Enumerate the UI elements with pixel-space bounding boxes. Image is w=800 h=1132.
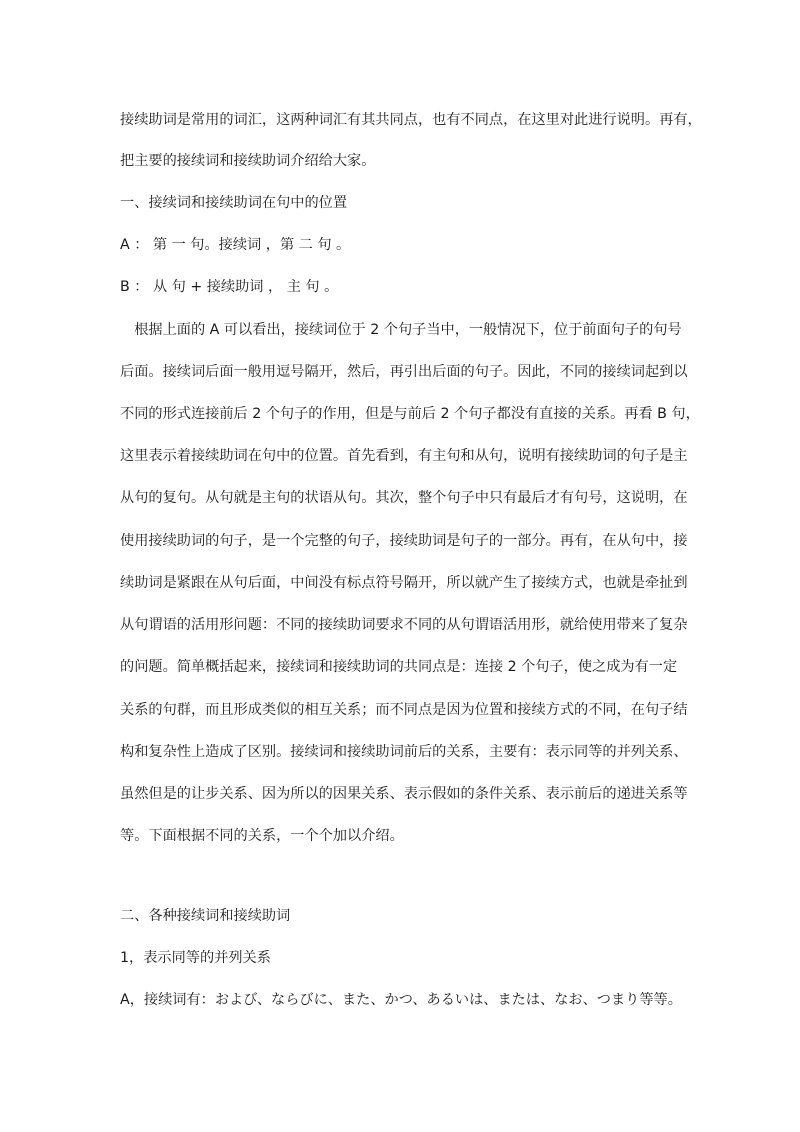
- paragraph-line-8: 使用接续助词的句子，是一个完整的句子，接续助词是句子的一部分。再有，在从句中，接: [120, 533, 688, 549]
- paragraph-line-6: 这里表示着接续助词在句中的位置。首先看到，有主句和从句，说明有接续助词的句子是主: [120, 448, 688, 464]
- paragraph-line-7: 从句的复句。从句就是主句的状语从句。其次，整个句子中只有最后才有句号，这说明，在: [120, 490, 688, 506]
- paragraph-line-11: 的问题。简单概括起来，接续词和接续助词的共同点是：连接 2 个句子，使之成为有一定: [120, 659, 678, 675]
- paragraph-line-15: 等。下面根据不同的关系，一个个加以介绍。: [120, 828, 404, 844]
- paragraph-line-5: 不同的形式连接前后 2 个句子的作用，但是与前后 2 个句子都没有直接的关系。再看 B 句，: [120, 406, 700, 422]
- paragraph-line-4: 后面。接续词后面一般用逗号隔开，然后，再引出后面的句子。因此，不同的接续词起到以: [120, 364, 688, 380]
- paragraph-line-9: 续助词是紧跟在从句后面，中间没有标点符号隔开，所以就产生了接续方式，也就是牵扯到: [120, 575, 688, 591]
- structure-pattern-a: A ： 第 一 句。接续词 ，第 二 句 。: [120, 237, 351, 253]
- paragraph-line-2: 把主要的接续词和接续助词介绍给大家。: [120, 153, 376, 169]
- paragraph-line-10: 从句谓语的活用形问题：不同的接续助词要求不同的从句谓语活用形，就给使用带来了复杂: [120, 617, 688, 633]
- section-heading-2: 二、各种接续词和接续助词: [120, 908, 291, 924]
- paragraph-line-3: 根据上面的 A 可以看出，接续词位于 2 个句子当中，一般情况下，位于前面句子的句号: [120, 322, 682, 338]
- conjunction-list-line: A，接续词有：および、ならびに、また、かつ、あるいは、または、なお、つまり等等。: [120, 992, 682, 1008]
- paragraph-line-13: 构和复杂性上造成了区别。接续词和接续助词前后的关系，主要有：表示同等的并列关系、: [120, 744, 688, 760]
- section-heading-1: 一、接续词和接续助词在句中的位置: [120, 195, 348, 211]
- paragraph-line-14: 虽然但是的让步关系、因为所以的因果关系、表示假如的条件关系、表示前后的递进关系等: [120, 786, 688, 802]
- paragraph-line-1: 接续助词是常用的词汇，这两种词汇有其共同点，也有不同点，在这里对此进行说明。再有，: [120, 112, 702, 128]
- paragraph-line-12: 关系的句群，而且形成类似的相互关系；而不同点是因为位置和接续方式的不同，在句子结: [120, 702, 688, 718]
- structure-pattern-b: B ： 从 句 + 接续助词 ， 主 句 。: [120, 279, 339, 295]
- subsection-heading-1: 1，表示同等的并列关系: [120, 950, 271, 966]
